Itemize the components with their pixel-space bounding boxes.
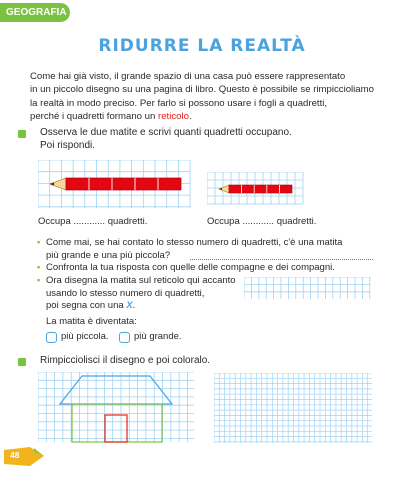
question-text: più grande e una più piccola? xyxy=(46,249,171,261)
large-pencil xyxy=(50,178,181,190)
question-line xyxy=(46,250,376,263)
intro-line xyxy=(30,110,390,123)
bullet-icon: • xyxy=(37,237,41,247)
drawing-grid-pencil[interactable] xyxy=(244,277,372,301)
house-grid xyxy=(38,372,196,444)
answer-unit: quadretti. xyxy=(107,216,148,227)
intro-text: perché i quadretti formano un xyxy=(30,111,158,123)
answer-blank[interactable]: ............ xyxy=(73,216,106,227)
page-badge xyxy=(0,444,46,470)
question-line: Ora disegna la matita sul reticolo qui accanto xyxy=(46,275,236,286)
answer-line[interactable] xyxy=(190,259,373,260)
intro-text: . xyxy=(188,111,192,123)
intro-line: la realtà in modo preciso. Per farlo si possono usare i fogli a quadretti, xyxy=(30,97,328,109)
exercise-2-instruction: Rimpicciolisci il disegno e poi coloralo. xyxy=(40,355,211,366)
instruction-line: Poi rispondi. xyxy=(40,140,96,151)
instruction-line: Osserva le due matite e scrivi quanti quadretti occupano. xyxy=(40,127,292,138)
intro-paragraph xyxy=(30,70,390,124)
grid-large-pencil xyxy=(38,160,193,214)
highlight-term: reticolo xyxy=(158,111,189,123)
page-title: RIDURRE LA REALTÀ xyxy=(98,36,306,56)
question-text: poi segna con una xyxy=(46,300,124,311)
question-text: . xyxy=(132,300,136,311)
exercise-icon xyxy=(18,130,26,138)
answer-label: Occupa xyxy=(38,216,71,227)
page-number: 48 xyxy=(10,450,20,460)
checkbox-bigger[interactable] xyxy=(119,332,130,343)
answer-unit: quadretti. xyxy=(276,216,317,227)
answer-blank[interactable]: ............ xyxy=(242,216,275,227)
bullet-icon: • xyxy=(37,275,41,285)
x-mark: X xyxy=(126,300,133,311)
checkbox-smaller[interactable] xyxy=(46,332,57,343)
bullet-icon: • xyxy=(37,262,41,272)
question-line: Come mai, se hai contato lo stesso numero di quadretti, c'è una matita xyxy=(46,237,343,248)
house-drawing xyxy=(60,376,172,442)
subject-tag: GEOGRAFIA xyxy=(0,3,70,22)
question-line xyxy=(46,300,236,313)
option-smaller: più piccola. xyxy=(61,331,109,342)
exercise-1-instruction xyxy=(40,126,292,152)
grid-small-pencil xyxy=(207,172,307,208)
intro-line: in un piccolo disegno su una pagina di libro. Questo è possibile se rimpiccioliamo xyxy=(30,84,374,96)
count-answer-2 xyxy=(207,216,316,229)
drawing-grid-house[interactable] xyxy=(214,373,374,445)
result-label: La matita è diventata: xyxy=(46,316,137,327)
answer-label: Occupa xyxy=(207,216,240,227)
intro-line: Come hai già visto, il grande spazio di una casa può essere rappresentato xyxy=(30,71,346,82)
exercise-icon xyxy=(18,358,26,366)
question-2: Confronta la tua risposta con quelle delle compagne e dei compagni. xyxy=(46,262,335,273)
small-pencil xyxy=(219,185,292,193)
count-answer-1 xyxy=(38,216,147,229)
question-line: usando lo stesso numero di quadretti, xyxy=(46,287,205,299)
option-bigger: più grande. xyxy=(134,331,182,342)
question-3 xyxy=(46,275,236,313)
